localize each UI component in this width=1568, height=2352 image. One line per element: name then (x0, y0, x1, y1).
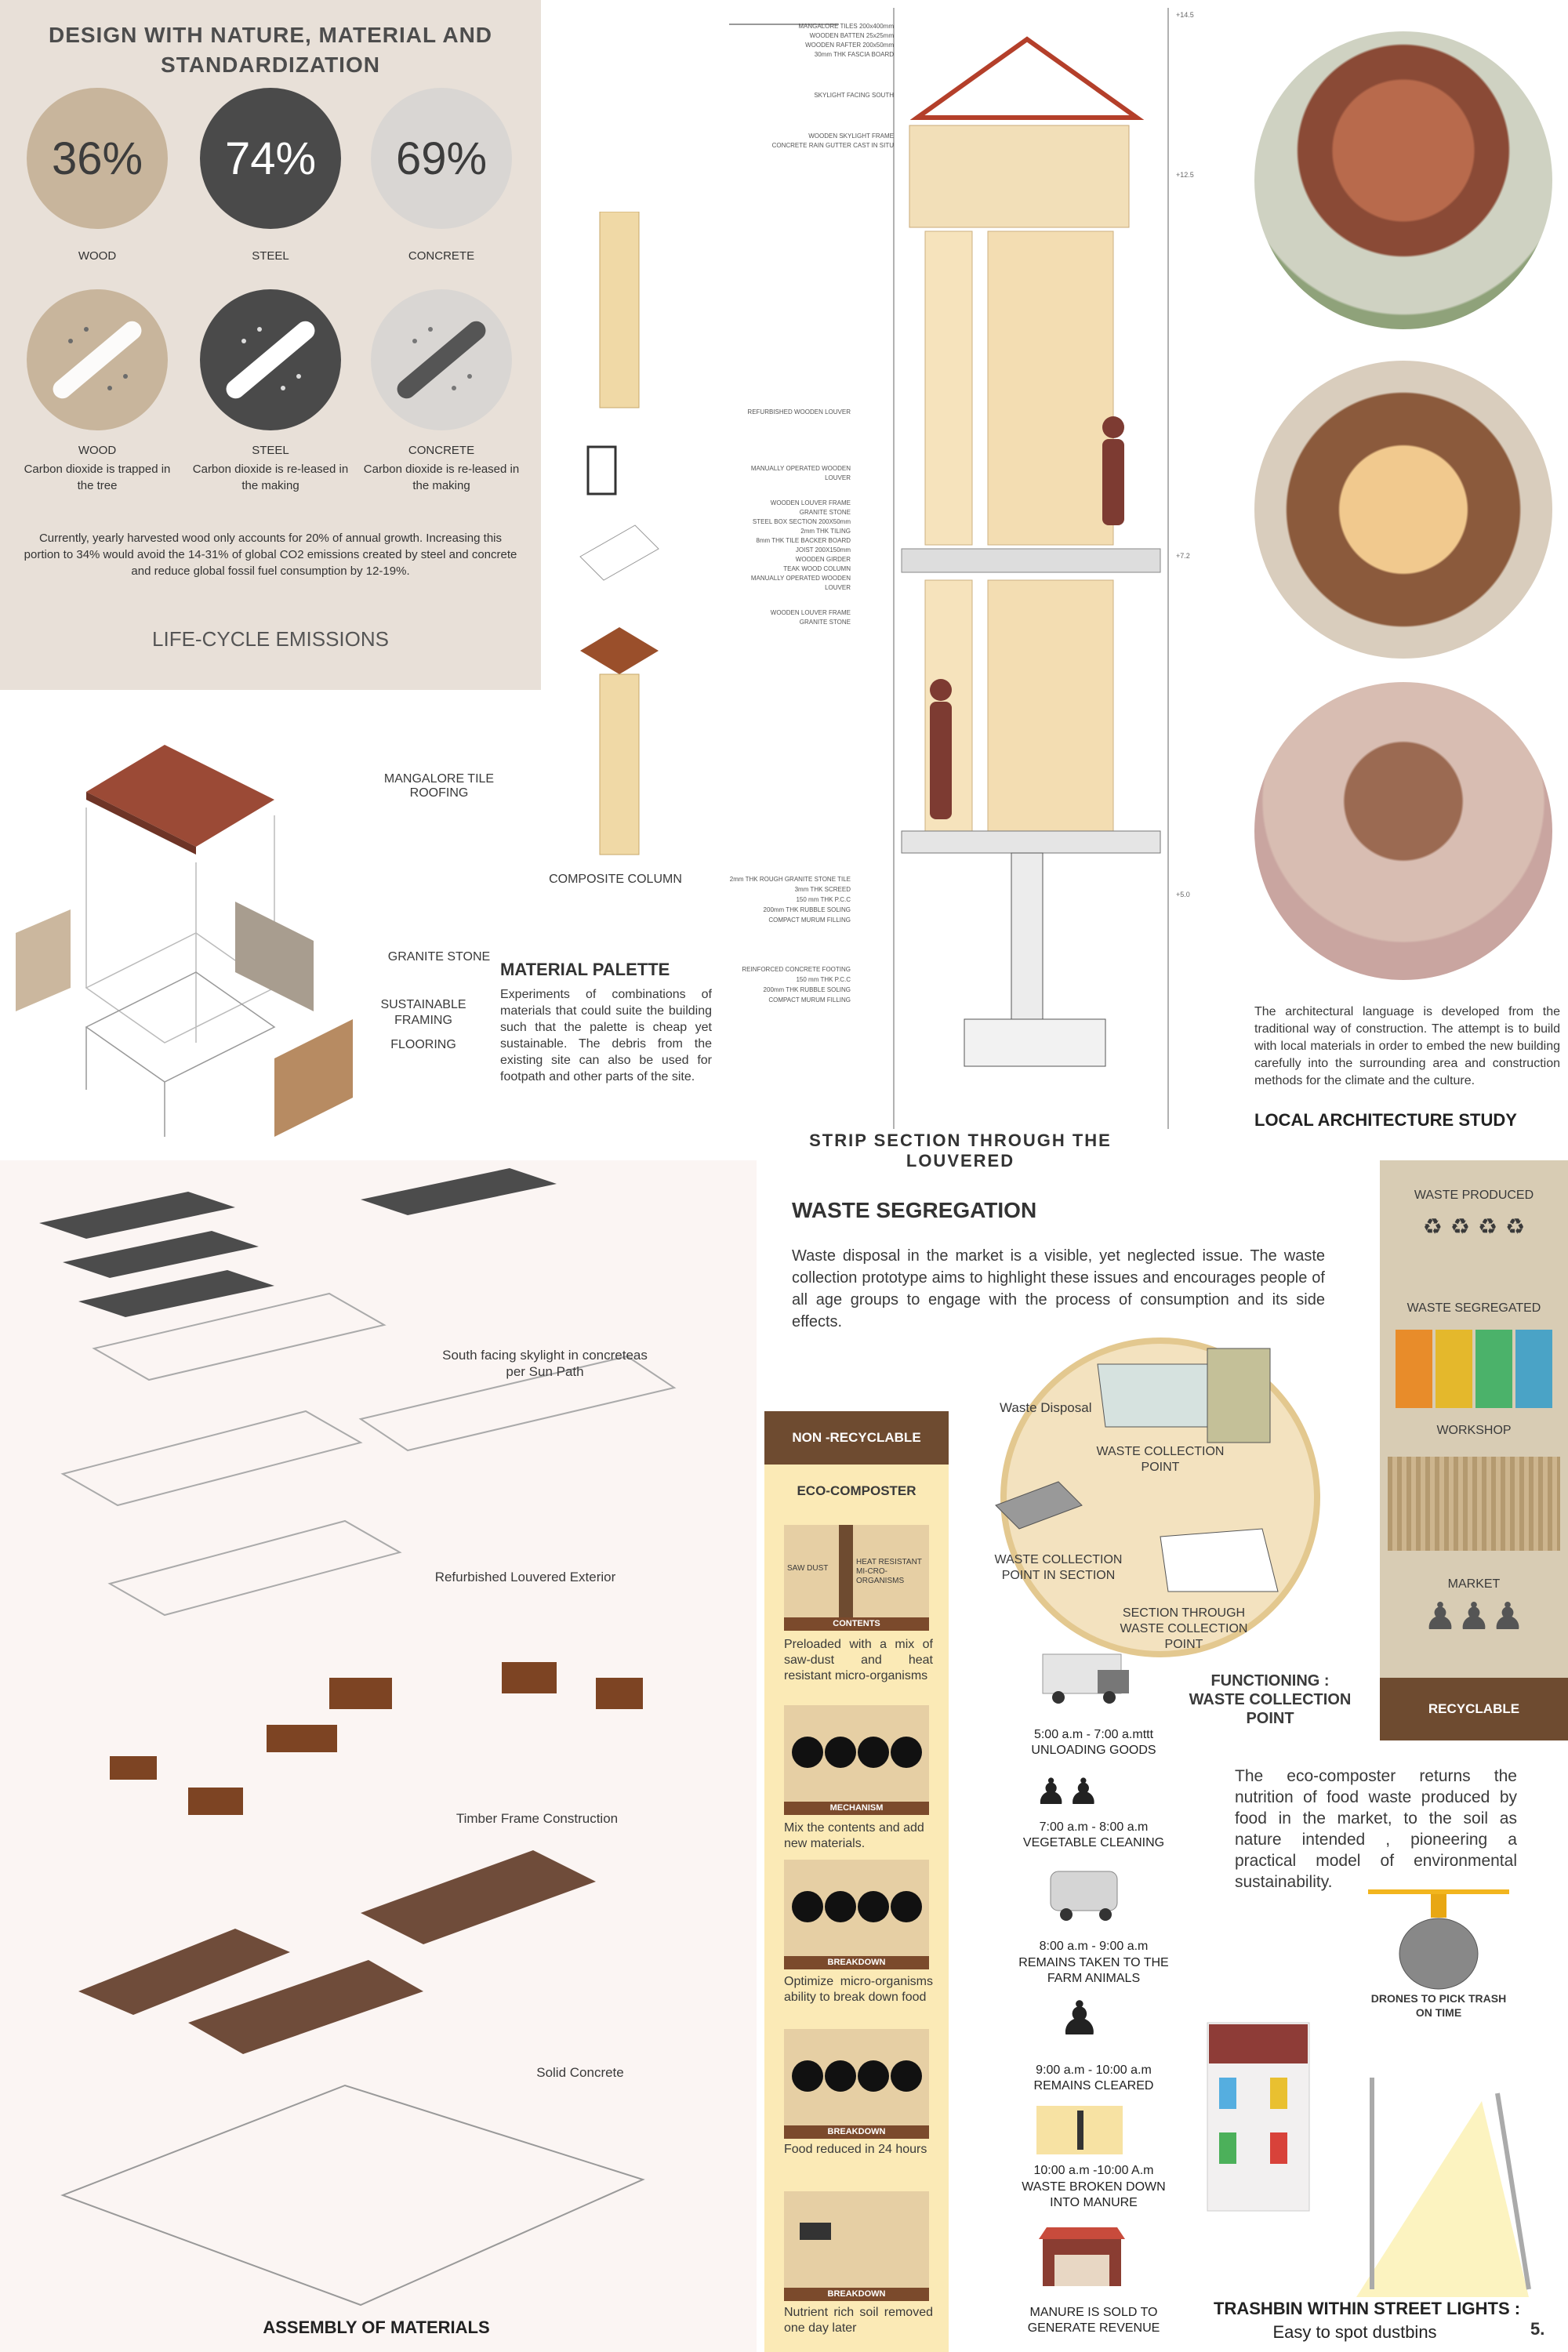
lifecycle-footer: LIFE-CYCLE EMISSIONS (152, 627, 389, 651)
note: MANUALLY OPERATED WOODEN LOUVER (750, 465, 851, 481)
diagram-label-section-through: SECTION THROUGH WASTE COLLECTION POINT (1120, 1606, 1248, 1651)
local-photo-1 (1254, 31, 1552, 329)
recyclable-footer: RECYCLABLE (1380, 1678, 1568, 1740)
stage-text: Food reduced in 24 hours (784, 2143, 927, 2156)
stage-text: Optimize micro-organisms ability to break down food (784, 1975, 933, 2004)
level-marker: +5.0 (1176, 891, 1190, 898)
note: WOODEN GIRDER (795, 556, 851, 563)
assembly-title: ASSEMBLY OF MATERIALS (263, 2318, 490, 2337)
note: COMPACT MURUM FILLING (768, 996, 851, 1004)
material-palette-title: MATERIAL PALETTE (500, 960, 670, 979)
workers-icon: ♟♟ (1035, 1771, 1100, 1812)
shop-icon (1039, 2223, 1125, 2294)
trashbin-title: TRASHBIN WITHIN STREET LIGHTS : (1214, 2299, 1521, 2318)
steel-emission-label: STEEL (252, 444, 289, 457)
sweeper-icon: ♟ (1058, 1992, 1101, 2045)
segregation-bins (1396, 1330, 1552, 1408)
section-title: STRIP SECTION THROUGH THE LOUVERED (809, 1131, 1112, 1171)
diagram-label-disposal: Waste Disposal (1000, 1400, 1092, 1415)
steel-percent-circle (200, 88, 341, 229)
van-icon (1047, 1860, 1125, 1926)
note: JOIST 200X150mm (795, 546, 851, 554)
drone-icon (1368, 1883, 1509, 2001)
lifecycle-panel (0, 0, 541, 690)
assembly-label-concrete: Solid Concrete (536, 2065, 624, 2080)
note: WOODEN BATTEN 25x25mm (809, 32, 894, 39)
bag-icon: ♻ (1478, 1214, 1498, 1239)
note: 3mm THK SCREED (794, 886, 851, 893)
drone-label: DRONES TO PICK TRASH ON TIME (1370, 1992, 1507, 2019)
street-light-bins-drawing (1200, 2015, 1568, 2297)
assembly-label-timber: Timber Frame Construction (456, 1811, 619, 1826)
concrete-percent-circle (371, 88, 512, 229)
can-icon: ♻ (1450, 1214, 1470, 1239)
local-photo-3 (1254, 682, 1552, 980)
stage-tag: BREAKDOWN (784, 1956, 929, 1969)
level-marker: +7.2 (1176, 552, 1190, 560)
timeline-event: MANURE IS SOLD TO GENERATE REVENUE (1027, 2306, 1160, 2335)
soil-block (800, 2223, 831, 2240)
stage-text: Mix the contents and add new materials. (784, 1821, 924, 1850)
note: 200mm THK RUBBLE SOLING (763, 986, 851, 993)
assembly-exploded-drawing (31, 1160, 721, 2336)
bin-blue (1515, 1330, 1552, 1408)
timeline-event: REMAINS TAKEN TO THE FARM ANIMALS (1018, 1956, 1169, 1985)
paper-icon: ♻ (1505, 1214, 1526, 1239)
note: 2mm THK ROUGH GRANITE STONE TILE (729, 876, 851, 883)
note: REFURBISHED WOODEN LOUVER (747, 408, 851, 416)
truck-icon (1035, 1646, 1137, 1717)
palette-label-flooring: FLOORING (390, 1038, 456, 1051)
workshop-drawing (1388, 1457, 1560, 1551)
note: 30mm THK FASCIA BOARD (814, 51, 894, 58)
page-number: 5. (1530, 2319, 1545, 2339)
local-photo-2 (1254, 361, 1552, 659)
wood-emission-desc: Carbon dioxide is trapped in the tree (24, 463, 171, 492)
gear-icons (784, 2029, 929, 2123)
divider (839, 1525, 853, 1617)
stage-tag: BREAKDOWN (784, 2125, 929, 2139)
bin-green (1475, 1330, 1512, 1408)
assembly-label-louvered: Refurbished Louvered Exterior (434, 1570, 616, 1584)
note: GRANITE STONE (799, 509, 851, 516)
note: WOODEN RAFTER 200x50mm (805, 42, 894, 49)
wood-label: WOOD (78, 249, 117, 263)
section-notes-bottom (725, 874, 851, 1005)
concrete-emission-desc: Carbon dioxide is re-leased in the making (363, 463, 520, 492)
note: 2mm THK TILING (800, 528, 851, 535)
diagram-label-section: WASTE COLLECTION POINT IN SECTION (994, 1553, 1123, 1582)
waste-intro: Waste disposal in the market is a visible, yet neglected issue. The waste collection prototype aims to highlight these issues and encourages people of all age groups to engage with the process of consumption and its side effects. (792, 1247, 1325, 1330)
note: GRANITE STONE (799, 619, 851, 626)
stage-breakdown-box (784, 2029, 929, 2139)
manure-icon (1036, 2106, 1123, 2154)
stage-soil-box (784, 2191, 929, 2301)
note: STEEL BOX SECTION 200X50mm (752, 518, 851, 525)
gear-icons (784, 1860, 929, 1954)
diagram-label-collection: WASTE COLLECTION POINT (1096, 1445, 1225, 1474)
level-marker: +14.5 (1176, 11, 1194, 19)
eco-composter-text: The eco-composter returns the nutrition of food waste produced by food in the market, to the soil as nature intended , pioneering a practical model of environmental sustainability. (1235, 1767, 1517, 1891)
bin-yellow (1436, 1330, 1472, 1408)
wood-percent: 36% (51, 132, 143, 184)
bottle-icon: ♻ (1422, 1214, 1443, 1239)
timeline-event: REMAINS CLEARED (1033, 2079, 1154, 2092)
timeline-event: WASTE BROKEN DOWN INTO MANURE (1022, 2180, 1166, 2209)
composite-column-drawing (564, 212, 674, 862)
note: WOODEN LOUVER FRAME (770, 609, 851, 616)
stage-tag: MECHANISM (784, 1802, 929, 1815)
composite-column-label: COMPOSITE COLUMN (549, 873, 682, 886)
waste-icons (1403, 1214, 1544, 1292)
steel-label: STEEL (252, 249, 289, 263)
note: 150 mm THK P.C.C (796, 896, 851, 903)
concrete-label: CONCRETE (408, 249, 475, 263)
material-palette-text: Experiments of combinations of materials that could suite the building such that the palette is cheap yet sustainable. The debris from the existing site can also be used for footpath and other parts of the site. (500, 988, 712, 1083)
wood-emission-label: WOOD (78, 444, 117, 457)
stage-contents-box (784, 1525, 929, 1631)
timeline-event: VEGETABLE CLEANING (1022, 1836, 1165, 1849)
lifecycle-title: DESIGN WITH NATURE, MATERIAL AND STANDARDIZATION (48, 23, 493, 77)
note: WOODEN LOUVER FRAME (770, 499, 851, 506)
timeline-time: 10:00 a.m -10:00 A.m (1033, 2164, 1154, 2177)
bin-orange (1396, 1330, 1432, 1408)
stage-mechanism-box (784, 1705, 929, 1815)
steel-percent: 74% (224, 132, 317, 184)
lifecycle-paragraph: Currently, yearly harvested wood only accounts for 20% of annual growth. Increasing this portion to 34% would avoid the 14-31% of global CO2 emissions created by steel and concrete and reduce global fossil fuel consumption by 12-19%. (24, 532, 517, 578)
concrete-percent: 69% (395, 132, 488, 184)
note: COMPACT MURUM FILLING (768, 916, 851, 924)
recycle-item: WASTE SEGREGATED (1406, 1301, 1541, 1315)
local-architecture-text: The architectural language is developed from the traditional way of construction. The attempt is to build with local materials in order to embed the new building carefully into the surrounding area and construction methods for the climate and the culture. (1254, 1005, 1560, 1087)
note: MANUALLY OPERATED WOODEN LOUVER (750, 575, 851, 591)
section-notes-top (733, 22, 894, 151)
stage-tag: BREAKDOWN (784, 2288, 929, 2301)
recycle-item: WASTE PRODUCED (1414, 1189, 1534, 1202)
concrete-emission-label: CONCRETE (408, 444, 475, 457)
stage-text: Preloaded with a mix of saw-dust and heat resistant micro-organisms (784, 1638, 933, 1682)
timeline-time: 8:00 a.m - 9:00 a.m (1039, 1940, 1149, 1953)
market-people-icon: ♟♟♟ (1423, 1596, 1525, 1638)
emission-icons (24, 286, 525, 435)
note: MANGALORE TILES 200x400mm (798, 23, 894, 30)
recycle-item: WORKSHOP (1436, 1424, 1512, 1437)
recyclable-column (1380, 1160, 1568, 1740)
stage-tag: CONTENTS (784, 1617, 929, 1631)
stage-breakdown-box (784, 1860, 929, 1969)
note: 200mm THK RUBBLE SOLING (763, 906, 851, 913)
saw-dust-label: SAW DUST (787, 1564, 829, 1573)
note: TEAK WOOD COLUMN (783, 565, 851, 572)
timeline-time: 5:00 a.m - 7:00 a.mttt (1033, 1728, 1154, 1741)
level-marker: +12.5 (1176, 171, 1194, 179)
steel-emission-desc: Carbon dioxide is re-leased in the making (192, 463, 349, 492)
timeline-time: 7:00 a.m - 8:00 a.m (1039, 1820, 1149, 1834)
note: SKYLIGHT FACING SOUTH (814, 92, 894, 99)
note: 8mm THK TILE BACKER BOARD (756, 537, 851, 544)
note: REINFORCED CONCRETE FOOTING (742, 966, 851, 973)
material-exploded-isometric (16, 729, 384, 1152)
eco-composter-label: ECO-COMPOSTER (797, 1483, 916, 1498)
note: WOODEN SKYLIGHT FRAME (808, 132, 894, 140)
palette-label-roofing: MANGALORE TILE ROOFING (383, 772, 495, 800)
palette-label-granite: GRANITE STONE (387, 950, 491, 964)
palette-label-framing: SUSTAINABLE FRAMING (380, 998, 466, 1027)
wood-percent-circle (27, 88, 168, 229)
divider (1077, 2111, 1083, 2150)
note: CONCRETE RAIN GUTTER CAST IN SITU (771, 142, 894, 149)
assembly-label-skylight: South facing skylight in concreteas per Sun Path (442, 1348, 648, 1379)
timeline-time: 9:00 a.m - 10:00 a.m (1036, 2063, 1152, 2077)
recycle-item: MARKET (1447, 1577, 1501, 1591)
non-recyclable-header: NON -RECYCLABLE (764, 1411, 949, 1465)
stage-text: Nutrient rich soil removed one day later (784, 2306, 933, 2335)
section-notes-mid (733, 408, 851, 627)
waste-title: WASTE SEGREGATION (792, 1198, 1037, 1222)
local-architecture-title: LOCAL ARCHITECTURE STUDY (1254, 1110, 1517, 1130)
gear-icons (784, 1705, 929, 1799)
note: 150 mm THK P.C.C (796, 976, 851, 983)
microorganism-label: HEAT RESISTANT MI-CRO-ORGANISMS (856, 1558, 922, 1585)
trashbin-subtitle: Easy to spot dustbins (1272, 2322, 1437, 2342)
timeline-event: UNLOADING GOODS (1031, 1744, 1156, 1757)
diagram-label-functioning: FUNCTIONING : WASTE COLLECTION POINT (1189, 1672, 1352, 1727)
